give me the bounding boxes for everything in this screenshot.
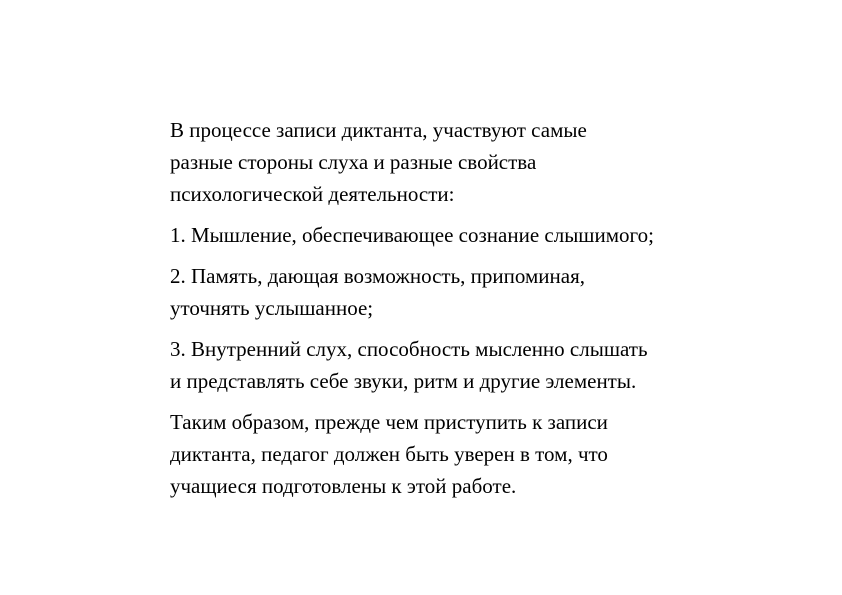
text-line: В процессе записи диктанта, участвуют самые	[170, 118, 587, 142]
text-line: психологической деятельности:	[170, 182, 455, 206]
text-line: и представлять себе звуки, ритм и другие элементы.	[170, 369, 637, 393]
text-line: уточнять услышанное;	[170, 296, 374, 320]
text-line: 3. Внутренний слух, способность мысленно слышать	[170, 337, 648, 361]
text-line: разные стороны слуха и разные свойства	[170, 150, 537, 174]
list-item-3	[170, 333, 770, 397]
document-text	[170, 114, 770, 511]
text-line: диктанта, педагог должен быть уверен в том, что	[170, 442, 608, 466]
text-line: Таким образом, прежде чем приступить к записи	[170, 410, 608, 434]
text-line: 1. Мышление, обеспечивающее сознание слышимого;	[170, 223, 654, 247]
text-line: 2. Память, дающая возможность, припоминая,	[170, 264, 585, 288]
list-item-1	[170, 219, 770, 251]
list-item-2	[170, 260, 770, 324]
text-line: учащиеся подготовлены к этой работе.	[170, 474, 517, 498]
paragraph-conclusion	[170, 406, 770, 502]
paragraph-intro	[170, 114, 770, 210]
